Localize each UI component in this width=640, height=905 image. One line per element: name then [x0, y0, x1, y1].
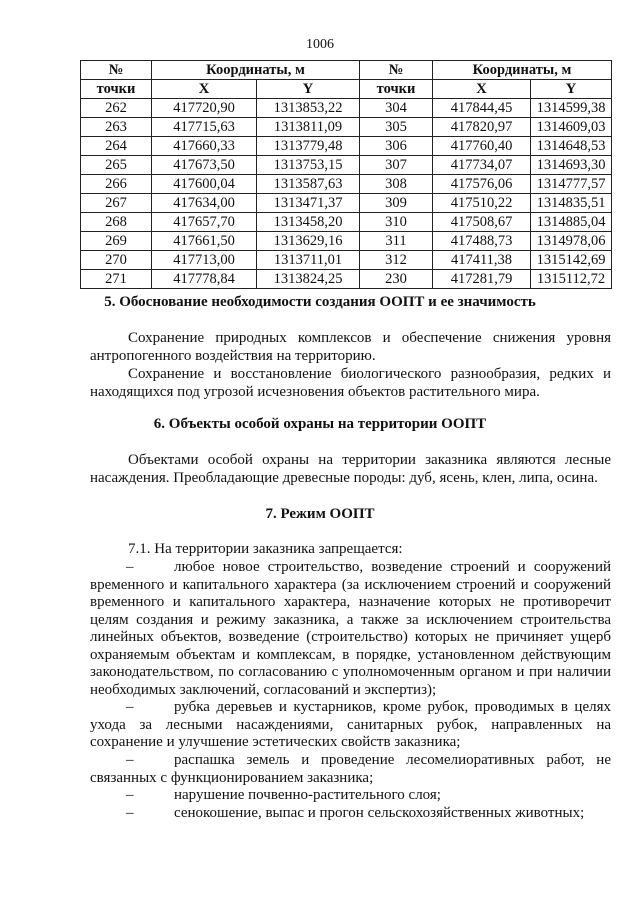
- header-x-right: X: [433, 80, 531, 99]
- table-row: [81, 156, 612, 175]
- table-cell: 1314648,53: [531, 137, 612, 156]
- table-cell: 1313471,37: [257, 194, 360, 213]
- table-cell: 310: [360, 213, 433, 232]
- header-coords-right: Координаты, м: [433, 61, 612, 80]
- table-cell: 417576,06: [433, 175, 531, 194]
- table-cell: 230: [360, 270, 433, 289]
- table-cell: 263: [81, 118, 152, 137]
- section-7-title: 7. Режим ООПТ: [265, 506, 375, 522]
- table-row: [81, 118, 612, 137]
- table-cell: 417660,33: [152, 137, 257, 156]
- table-cell: 1313824,25: [257, 270, 360, 289]
- table-cell: 417713,00: [152, 251, 257, 270]
- ban-item-3: – распашка земель и проведение лесомелиоративных работ, не связанных с функционированием заказника;: [90, 752, 611, 786]
- table-cell: 417510,22: [433, 194, 531, 213]
- table-row: [81, 175, 612, 194]
- table-cell: 417720,90: [152, 99, 257, 118]
- table-cell: 308: [360, 175, 433, 194]
- table-cell: 1314693,30: [531, 156, 612, 175]
- table-cell: 417488,73: [433, 232, 531, 251]
- table-cell: 265: [81, 156, 152, 175]
- table-cell: 1313711,01: [257, 251, 360, 270]
- header-coords-left: Координаты, м: [152, 61, 360, 80]
- table-cell: 270: [81, 251, 152, 270]
- table-row: [81, 99, 612, 118]
- table-cell: 417734,07: [433, 156, 531, 175]
- table-cell: 417508,67: [433, 213, 531, 232]
- section-7-intro: 7.1. На территории заказника запрещается:: [128, 541, 403, 557]
- table-cell: 1313458,20: [257, 213, 360, 232]
- table-row: [81, 232, 612, 251]
- table-cell: 1314978,06: [531, 232, 612, 251]
- table-cell: 1313853,22: [257, 99, 360, 118]
- table-cell: 417820,97: [433, 118, 531, 137]
- header-point-left: точки: [81, 80, 152, 99]
- table-row: [81, 251, 612, 270]
- table-cell: 417600,04: [152, 175, 257, 194]
- header-point-right: точки: [360, 80, 433, 99]
- table-cell: 417760,40: [433, 137, 531, 156]
- table-cell: 417661,50: [152, 232, 257, 251]
- table-cell: 1314835,51: [531, 194, 612, 213]
- table-cell: 1314777,57: [531, 175, 612, 194]
- header-y-right: Y: [531, 80, 612, 99]
- table-cell: 271: [81, 270, 152, 289]
- table-cell: 304: [360, 99, 433, 118]
- section-6-paragraph-1: Объектами особой охраны на территории заказника являются лесные насаждения. Преобладающие древесные породы: дуб, ясень, клен, липа, осина.: [90, 452, 611, 486]
- header-y-left: Y: [257, 80, 360, 99]
- table-cell: 264: [81, 137, 152, 156]
- table-row: [81, 194, 612, 213]
- table-cell: 1314599,38: [531, 99, 612, 118]
- table-cell: 417657,70: [152, 213, 257, 232]
- section-5-paragraph-1: Сохранение природных комплексов и обеспечение снижения уровня антропогенного воздействия на территорию.: [90, 330, 611, 364]
- table-cell: 307: [360, 156, 433, 175]
- header-no-right: №: [360, 61, 433, 80]
- table-cell: 305: [360, 118, 433, 137]
- section-5-paragraph-2: Сохранение и восстановление биологического разнообразия, редких и находящихся под угрозой исчезновения объектов растительного мира.: [90, 366, 611, 400]
- section-5-title: 5. Обоснование необходимости создания ООПТ и ее значимость: [104, 294, 536, 310]
- ban-item-4: – нарушение почвенно-растительного слоя;: [126, 787, 441, 803]
- table-cell: 268: [81, 213, 152, 232]
- table-cell: 309: [360, 194, 433, 213]
- table-cell: 267: [81, 194, 152, 213]
- table-cell: 417411,38: [433, 251, 531, 270]
- table-cell: 417673,50: [152, 156, 257, 175]
- table-cell: 266: [81, 175, 152, 194]
- table-cell: 1315142,69: [531, 251, 612, 270]
- coordinates-table: [80, 60, 612, 289]
- table-cell: 1314609,03: [531, 118, 612, 137]
- table-cell: 269: [81, 232, 152, 251]
- header-no-left: №: [81, 61, 152, 80]
- table-row: [81, 213, 612, 232]
- table-cell: 417715,63: [152, 118, 257, 137]
- table-cell: 1315112,72: [531, 270, 612, 289]
- table-cell: 306: [360, 137, 433, 156]
- table-cell: 1313753,15: [257, 156, 360, 175]
- ban-item-2: – рубка деревьев и кустарников, кроме рубок, проводимых в целях ухода за лесными насаждениями, санитарных рубок, направленных на сохранение и улучшение эстетических свойств заказника;: [90, 699, 611, 750]
- table-cell: 1313779,48: [257, 137, 360, 156]
- ban-item-5: – сенокошение, выпас и прогон сельскохозяйственных животных;: [126, 805, 585, 821]
- table-cell: 312: [360, 251, 433, 270]
- table-row: [81, 137, 612, 156]
- table-cell: 1313587,63: [257, 175, 360, 194]
- table-cell: 311: [360, 232, 433, 251]
- section-6-title: 6. Объекты особой охраны на территории ООПТ: [153, 416, 487, 432]
- table-cell: 417634,00: [152, 194, 257, 213]
- header-x-left: X: [152, 80, 257, 99]
- table-cell: 417844,45: [433, 99, 531, 118]
- table-cell: 1314885,04: [531, 213, 612, 232]
- table-cell: 417778,84: [152, 270, 257, 289]
- table-row: [81, 270, 612, 289]
- table-cell: 1313811,09: [257, 118, 360, 137]
- ban-item-1: – любое новое строительство, возведение строений и сооружений временного и капитального характера (за исключением строений и сооружений временного и капитального характера, назначение которых не противоречит целям создания и режиму заказника, а также за исключением строительства линейных объектов, возведение (строительство) которых не причиняет ущерб охраняемым объектам и комплексам, в порядке, установленном действующим законодательством, по согласованию с уполномоченным органом и при наличии необходимых заключений, согласований и экспертиз);: [90, 559, 611, 698]
- table-cell: 262: [81, 99, 152, 118]
- table-cell: 1313629,16: [257, 232, 360, 251]
- page-number: 1006: [306, 37, 334, 52]
- table-cell: 417281,79: [433, 270, 531, 289]
